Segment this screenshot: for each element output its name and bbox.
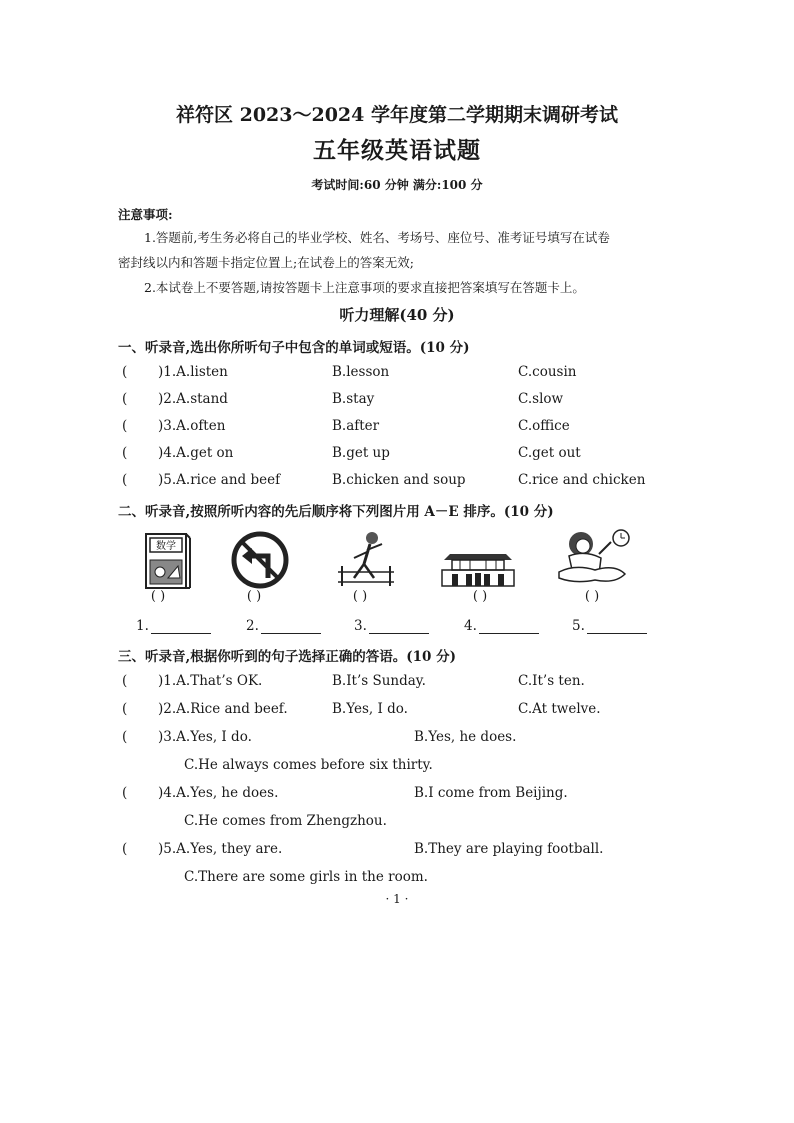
section3-question-3 <box>118 729 678 751</box>
answer-paren[interactable]: ( <box>122 701 128 717</box>
blank-line <box>369 619 429 634</box>
option-b: B.chicken and soup <box>332 472 466 488</box>
blank-label: 3. <box>354 618 367 634</box>
blank-line <box>261 619 321 634</box>
option-c: C.At twelve. <box>518 701 601 717</box>
math-book-label: 数学 <box>156 541 176 552</box>
section3-question-4 <box>118 785 678 807</box>
blank-3[interactable] <box>354 618 429 634</box>
notice-line-1b: 密封线以内和答题卡指定位置上;在试卷上的答案无效; <box>118 255 414 270</box>
exam-title-line1: 祥符区 2023～2024 学年度第二学期期末调研考试 <box>176 104 618 126</box>
blank-1[interactable] <box>136 618 211 634</box>
option-a: )3.A.often <box>158 418 226 434</box>
option-b: B.They are playing football. <box>414 841 604 857</box>
option-a: )2.A.Rice and beef. <box>158 701 288 717</box>
option-c: C.He always comes before six thirty. <box>184 757 433 773</box>
option-b: B.It’s Sunday. <box>332 673 426 689</box>
section3-question-2 <box>118 701 678 723</box>
page-number: · 1 · <box>385 892 409 906</box>
blank-4[interactable] <box>464 618 539 634</box>
option-a: )4.A.get on <box>158 445 234 461</box>
answer-paren[interactable]: ( <box>122 785 128 801</box>
exam-info: 考试时间:60 分钟 满分:100 分 <box>311 178 483 192</box>
option-b: B.after <box>332 418 380 434</box>
blank-line <box>587 619 647 634</box>
picture-girl-alarm-clock <box>555 524 635 586</box>
picture-2-answer[interactable]: ( ) <box>246 589 262 604</box>
blank-label: 1. <box>136 618 149 634</box>
option-c: C.office <box>518 418 570 434</box>
part-title: 听力理解(40 分) <box>339 306 455 324</box>
section1-question-1 <box>118 364 678 386</box>
blank-label: 2. <box>246 618 259 634</box>
option-b: B.lesson <box>332 364 390 380</box>
option-c: C.get out <box>518 445 581 461</box>
picture-math-book <box>140 530 220 592</box>
answer-paren[interactable]: ( <box>122 841 128 857</box>
blank-line <box>151 619 211 634</box>
section1-question-5 <box>118 472 678 494</box>
blank-label: 5. <box>572 618 585 634</box>
option-c: C.rice and chicken <box>518 472 646 488</box>
notice-heading: 注意事项: <box>118 207 173 222</box>
section1-heading: 一、听录音,选出你所听句子中包含的单词或短语。(10 分) <box>118 340 470 356</box>
picture-1-answer[interactable]: ( ) <box>150 589 166 604</box>
section3-heading: 三、听录音,根据你听到的句子选择正确的答语。(10 分) <box>118 649 456 665</box>
blank-2[interactable] <box>246 618 321 634</box>
blank-5[interactable] <box>572 618 647 634</box>
option-a: )1.A.That’s OK. <box>158 673 263 689</box>
answer-paren[interactable]: ( <box>122 445 128 461</box>
section3-question-5-option-c <box>118 869 678 891</box>
answer-paren[interactable]: ( <box>122 364 128 380</box>
picture-5-answer[interactable]: ( ) <box>584 589 600 604</box>
picture-kid-playing <box>334 528 414 590</box>
option-a: )2.A.stand <box>158 391 228 407</box>
option-a: )5.A.rice and beef <box>158 472 281 488</box>
section3-question-4-option-c <box>118 813 678 835</box>
option-c: C.There are some girls in the room. <box>184 869 428 885</box>
notice-line-2: 2.本试卷上不要答题,请按答题卡上注意事项的要求直接把答案填写在答题卡上。 <box>144 280 585 295</box>
blank-line <box>479 619 539 634</box>
answer-paren[interactable]: ( <box>122 729 128 745</box>
section1-question-4 <box>118 445 678 467</box>
option-c: C.He comes from Zhengzhou. <box>184 813 387 829</box>
option-b: B.Yes, I do. <box>332 701 408 717</box>
blank-label: 4. <box>464 618 477 634</box>
picture-4-answer[interactable]: ( ) <box>472 589 488 604</box>
option-a: )3.A.Yes, I do. <box>158 729 252 745</box>
section2-heading: 二、听录音,按照所听内容的先后顺序将下列图片用 A－E 排序。(10 分) <box>118 504 554 520</box>
option-b: B.stay <box>332 391 375 407</box>
answer-paren[interactable]: ( <box>122 418 128 434</box>
option-b: B.I come from Beijing. <box>414 785 568 801</box>
picture-3-answer[interactable]: ( ) <box>352 589 368 604</box>
option-b: B.Yes, he does. <box>414 729 517 745</box>
answer-paren[interactable]: ( <box>122 472 128 488</box>
option-c: C.slow <box>518 391 564 407</box>
notice-line-1a: 1.答题前,考生务必将自己的毕业学校、姓名、考场号、座位号、准考证号填写在试卷 <box>144 230 610 245</box>
section1-question-2 <box>118 391 678 413</box>
answer-paren[interactable]: ( <box>122 673 128 689</box>
option-c: C.It’s ten. <box>518 673 585 689</box>
section1-question-3 <box>118 418 678 440</box>
section3-question-5 <box>118 841 678 863</box>
option-a: )5.A.Yes, they are. <box>158 841 283 857</box>
option-a: )1.A.listen <box>158 364 228 380</box>
option-a: )4.A.Yes, he does. <box>158 785 279 801</box>
option-c: C.cousin <box>518 364 577 380</box>
option-b: B.get up <box>332 445 390 461</box>
section3-question-3-option-c <box>118 757 678 779</box>
answer-paren[interactable]: ( <box>122 391 128 407</box>
section3-question-1 <box>118 673 678 695</box>
picture-no-left-turn-sign <box>230 530 310 592</box>
exam-title-line2: 五年级英语试题 <box>313 137 481 164</box>
